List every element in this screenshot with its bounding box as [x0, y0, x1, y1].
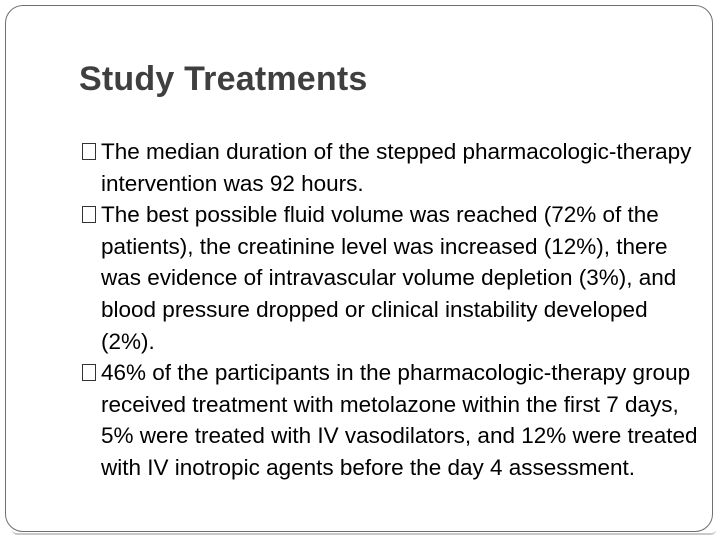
- slide-title: Study Treatments: [79, 60, 368, 98]
- bullet-list: [82, 136, 707, 484]
- bullet-item: [82, 357, 707, 483]
- bullet-text: 46% of the participants in the pharmacologic-therapy group received treatment with metolazone within the first 7 days, 5% were treated with IV vasodilators, and 12% were treated with IV inotropic agents before the day 4 assessment.: [101, 360, 698, 480]
- bullet-item: [82, 136, 707, 199]
- square-bullet-icon: [82, 143, 96, 160]
- bullet-text: The median duration of the stepped pharmacologic-therapy intervention was 92 hours.: [101, 139, 692, 196]
- bullet-text: The best possible fluid volume was reached (72% of the patients), the creatinine level was increased (12%), there was evidence of intravascular volume depletion (3%), and blood pressure dropped or clinical instability developed (2%).: [101, 202, 677, 354]
- square-bullet-icon: [82, 206, 96, 223]
- bullet-item: [82, 199, 707, 357]
- square-bullet-icon: [82, 364, 96, 381]
